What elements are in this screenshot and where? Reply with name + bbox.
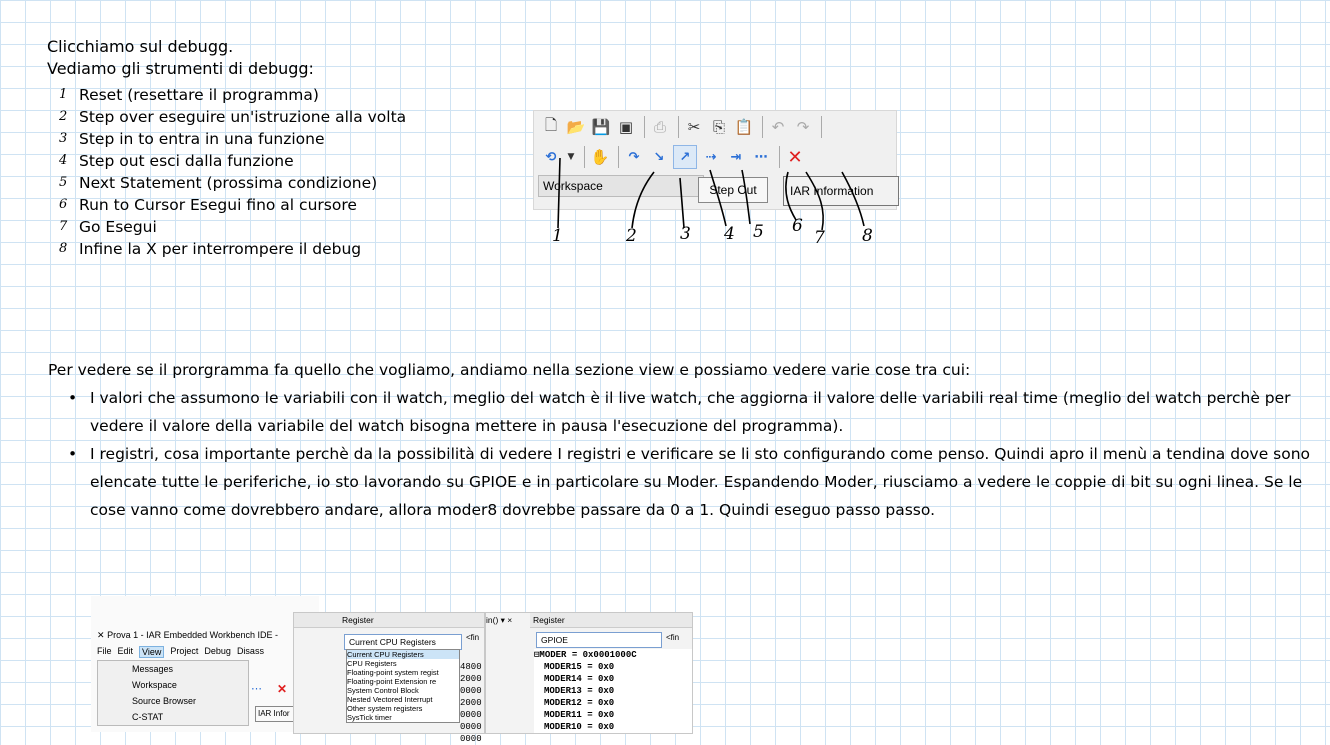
register-row-text: MODER = 0x0001000C bbox=[539, 650, 637, 660]
app-logo-icon: ✕ bbox=[97, 630, 105, 640]
menu-edit[interactable]: Edit bbox=[117, 646, 134, 656]
register-window-cpu bbox=[293, 612, 485, 744]
register-group-select[interactable]: Current CPU Registers bbox=[344, 634, 462, 650]
redo-icon[interactable]: ↷ bbox=[796, 118, 810, 136]
arrow-2 bbox=[632, 172, 654, 228]
step-over-icon[interactable]: ↷ bbox=[628, 149, 640, 165]
menu-project[interactable]: Project bbox=[170, 646, 199, 656]
step-into-icon[interactable]: ↘ bbox=[653, 149, 665, 165]
register-value: 2000 bbox=[460, 674, 482, 684]
bullet-dot: • bbox=[68, 389, 78, 407]
step-number: 6 bbox=[59, 197, 68, 212]
menu-file[interactable]: File bbox=[97, 646, 112, 656]
list-item[interactable]: Floating-point system regist bbox=[347, 668, 439, 677]
step-text: Next Statement (prossima condizione) bbox=[79, 174, 378, 192]
go-icon[interactable]: ⋯ bbox=[251, 683, 262, 695]
new-file-icon[interactable]: 🗋 bbox=[544, 115, 558, 134]
handwritten-number-4: 4 bbox=[724, 224, 735, 244]
register-tree bbox=[534, 649, 692, 733]
find-field[interactable]: <fin bbox=[466, 633, 480, 642]
break-icon[interactable]: ✋ bbox=[590, 148, 610, 166]
bullet-dot: • bbox=[68, 445, 78, 463]
step-out-tooltip: Step Out bbox=[698, 177, 768, 203]
bullet-text: I valori che assumono le variabili con il watch, meglio del watch è il live watch, che aggiorna il valore delle variabili real time (meglio del watch perchè per vedere il valore della variabile del watch bisogna mettere in pausa l'esecuzione del programma). bbox=[90, 389, 1291, 435]
menubar bbox=[97, 646, 264, 658]
copy-icon[interactable]: ⎘ bbox=[712, 118, 725, 136]
step-number: 7 bbox=[59, 219, 68, 234]
list-item bbox=[59, 216, 406, 238]
list-item[interactable]: System Control Block bbox=[347, 686, 419, 695]
table-row[interactable]: MODER13 = 0x0 bbox=[544, 686, 615, 696]
table-row[interactable]: MODER15 = 0x0 bbox=[544, 662, 615, 672]
list-item[interactable]: CPU Registers bbox=[347, 659, 397, 668]
open-folder-icon[interactable]: 📂 bbox=[566, 118, 586, 136]
list-item bbox=[59, 172, 406, 194]
menu-item-c-stat[interactable]: C-STAT bbox=[132, 712, 164, 722]
stop-debug-icon[interactable]: ✕ bbox=[277, 682, 288, 696]
run-to-cursor-icon[interactable]: ⇥ bbox=[730, 149, 742, 165]
handwritten-number-3: 3 bbox=[680, 224, 691, 244]
handwritten-number-8: 8 bbox=[862, 226, 873, 246]
intro-line-2: Vediamo gli strumenti di debugg: bbox=[47, 59, 314, 78]
bullet-registers bbox=[68, 440, 1315, 524]
step-text: Step over eseguire un'istruzione alla volta bbox=[79, 108, 407, 126]
window-title-text: Prova 1 - IAR Embedded Workbench IDE - bbox=[107, 630, 278, 640]
menu-item-source-browser[interactable]: Source Browser bbox=[132, 696, 197, 706]
intro-line-1: Clicchiamo sul debugg. bbox=[47, 37, 234, 56]
arrow-1 bbox=[558, 158, 560, 228]
register-value: 0000 bbox=[460, 710, 482, 720]
register-group-list bbox=[346, 649, 460, 723]
print-icon[interactable]: ⎙ bbox=[653, 118, 666, 136]
register-value: 0000 bbox=[460, 686, 482, 696]
iar-information-tab[interactable]: IAR Infor bbox=[255, 706, 309, 722]
register-panel-title: Register bbox=[294, 613, 484, 628]
step-number: 1 bbox=[59, 87, 68, 102]
handwritten-number-7: 7 bbox=[814, 228, 825, 248]
undo-icon[interactable]: ↶ bbox=[771, 118, 785, 136]
arrow-8 bbox=[842, 172, 864, 226]
list-item bbox=[59, 194, 406, 216]
ide-view-menu-screenshot bbox=[91, 596, 319, 732]
toolbar-separator bbox=[644, 116, 645, 138]
menu-item-messages[interactable]: Messages bbox=[132, 664, 174, 674]
arrow-7 bbox=[806, 172, 823, 230]
window-title bbox=[97, 630, 278, 641]
list-item[interactable]: Nested Vectored Interrupt bbox=[347, 695, 433, 704]
list-item[interactable]: SysTick timer bbox=[347, 713, 392, 722]
save-icon[interactable]: 💾 bbox=[591, 118, 611, 136]
register-panel-title: Register bbox=[530, 613, 692, 628]
step-number: 8 bbox=[59, 241, 68, 256]
register-values bbox=[460, 661, 482, 745]
toolbar-separator bbox=[762, 116, 763, 138]
list-item bbox=[59, 84, 406, 106]
step-text: Step out esci dalla funzione bbox=[79, 152, 294, 170]
list-item[interactable]: Floating-point Extension re bbox=[347, 677, 437, 686]
register-value: 2000 bbox=[460, 698, 482, 708]
handwritten-number-6: 6 bbox=[792, 216, 803, 236]
reset-icon[interactable]: ⟲ bbox=[545, 149, 557, 165]
toolbar-separator bbox=[678, 116, 679, 138]
file-toolbar bbox=[540, 113, 826, 141]
table-row[interactable] bbox=[534, 649, 692, 661]
register-value: 4800 bbox=[460, 662, 482, 672]
list-item bbox=[59, 128, 406, 150]
arrow-4 bbox=[710, 170, 726, 226]
list-item[interactable]: Current CPU Registers bbox=[347, 650, 459, 659]
stop-debug-icon[interactable]: ✕ bbox=[787, 146, 803, 168]
iar-information-tab[interactable]: IAR Information bbox=[783, 176, 899, 206]
step-text: Step in to entra in una funzione bbox=[79, 130, 325, 148]
arrow-6 bbox=[786, 172, 796, 220]
list-item bbox=[59, 238, 406, 260]
step-number: 5 bbox=[59, 175, 68, 190]
step-number: 2 bbox=[59, 109, 68, 124]
list-item bbox=[59, 106, 407, 128]
workspace-pane-title: Workspace bbox=[538, 175, 704, 197]
register-group-select[interactable]: GPIOE bbox=[536, 632, 662, 648]
step-text: Go Esegui bbox=[79, 218, 157, 236]
toolbar-separator bbox=[821, 116, 822, 138]
step-number: 4 bbox=[59, 153, 68, 168]
bullet-text: I registri, cosa importante perchè da la possibilità di vedere I registri e verificare se li sto configurando come penso. Quindi apro il menù a tendina dove sono elencate tutte le periferiche, io sto lavorando su GPIOE e in particolare su Moder. Espandendo Moder, riusciamo a vedere le coppie di bit su ogni linea. Se le cose vanno come dovrebbero andare, allora moder8 dovrebbe passare da 0 a 1. Quindi eseguo passo passo. bbox=[90, 445, 1311, 519]
view-menu-dropdown bbox=[97, 660, 249, 726]
bullet-watch bbox=[68, 384, 1315, 440]
table-row[interactable]: MODER12 = 0x0 bbox=[544, 698, 615, 708]
cut-icon[interactable]: ✂ bbox=[687, 118, 701, 136]
debug-tools-list bbox=[59, 84, 407, 260]
table-row[interactable]: MODER14 = 0x0 bbox=[544, 674, 615, 684]
go-icon[interactable]: ⋯ bbox=[754, 149, 768, 165]
step-text: Infine la X per interrompere il debug bbox=[79, 240, 362, 258]
save-all-icon[interactable]: ▣ bbox=[618, 118, 634, 136]
collapse-icon[interactable]: ⊟ bbox=[534, 650, 540, 660]
handwritten-number-5: 5 bbox=[753, 222, 764, 242]
menu-view[interactable]: View bbox=[139, 646, 164, 658]
view-paragraph: Per vedere se il prorgramma fa quello che vogliamo, andiamo nella sezione view e possiamo vedere varie cose tra cui: bbox=[48, 361, 971, 379]
paste-icon[interactable]: 📋 bbox=[734, 118, 754, 136]
step-out-icon[interactable]: ↗ bbox=[673, 145, 697, 169]
handwritten-arrows bbox=[530, 150, 900, 250]
table-row[interactable]: MODER10 = 0x0 bbox=[544, 722, 615, 732]
handwritten-number-1: 1 bbox=[552, 226, 563, 246]
menu-debug[interactable]: Debug bbox=[204, 646, 231, 656]
arrow-3 bbox=[680, 178, 684, 228]
list-item bbox=[59, 150, 406, 172]
editor-tab[interactable]: in() ▾ × bbox=[486, 615, 513, 625]
register-value: 0000 bbox=[460, 722, 482, 732]
menu-disassembly[interactable]: Disass bbox=[236, 646, 264, 656]
handwritten-number-2: 2 bbox=[626, 226, 637, 246]
chevron-down-icon[interactable]: ▼ bbox=[567, 152, 575, 162]
menu-item-workspace[interactable]: Workspace bbox=[132, 680, 177, 690]
register-value: 0000 bbox=[460, 734, 482, 744]
register-window-gpioe bbox=[485, 612, 693, 734]
find-field[interactable]: <fin bbox=[666, 633, 680, 642]
step-text: Reset (resettare il programma) bbox=[79, 86, 319, 104]
step-number: 3 bbox=[59, 131, 68, 146]
step-text: Run to Cursor Esegui fino al cursore bbox=[79, 196, 357, 214]
arrow-5 bbox=[742, 170, 750, 224]
table-row[interactable]: MODER11 = 0x0 bbox=[544, 710, 615, 720]
next-statement-icon[interactable]: ⇢ bbox=[705, 149, 717, 165]
list-item[interactable]: Other system registers bbox=[347, 704, 423, 713]
